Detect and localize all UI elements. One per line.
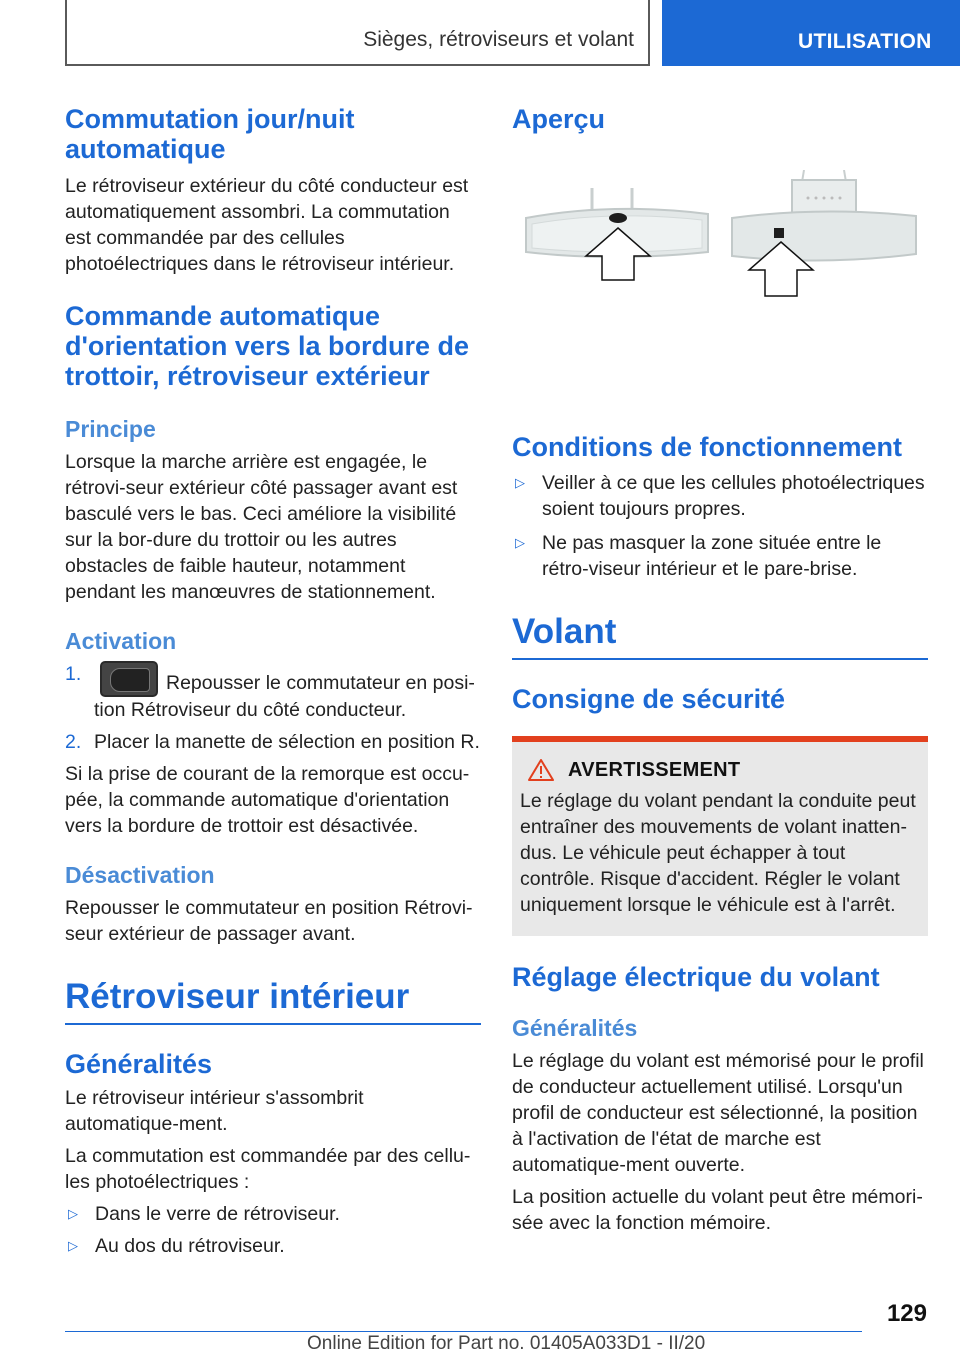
activation-step [65, 661, 481, 723]
text-auto-night: Le rétroviseur extérieur du côté conducteur est automatiquement assombri. La commutation est commandée par des cellules photoélectriques dans le rétroviseur intérieur. [65, 175, 469, 275]
heading-conditions: Conditions de fonctionnement [512, 432, 902, 462]
heading-deactivation: Désactivation [65, 862, 215, 888]
activation-step [65, 729, 481, 755]
step-text: Placer la manette de sélection en position R. [94, 731, 480, 753]
bullet-text: Au dos du rétroviseur. [95, 1235, 285, 1257]
heading-curb-tilt: Commande automatique d'orientation vers la bordure de trottoir, rétroviseur extérieur [65, 301, 469, 391]
header-tab-label: UTILISATION [798, 30, 932, 53]
heading-general-mirror: Généralités [65, 1049, 213, 1079]
header-tab[interactable] [662, 0, 960, 66]
heading-interior-mirror: Rétroviseur intérieur [65, 977, 481, 1025]
heading-activation: Activation [65, 628, 177, 654]
bullet-text: Veiller à ce que les cellules photoélectriques soient toujours propres. [542, 472, 925, 520]
header-section-title: Sièges, rétroviseurs et volant [363, 28, 634, 51]
warning-box [512, 736, 928, 936]
bullet-text: Ne pas masquer la zone située entre le rétro-viseur intérieur et le pare-brise. [542, 532, 882, 580]
bullet-item [65, 1233, 481, 1259]
text-general-1: Le rétroviseur intérieur s'assombrit automatique-ment. [65, 1087, 364, 1135]
text-wheel-general-1: Le réglage du volant est mémorisé pour le profil de conducteur actuellement utilisé. Lorsqu'un profil de conducteur est sélectionné, la position à l'activation de l'état de marche est automatique-ment ouverte. [512, 1050, 924, 1176]
heading-auto-night: Commutation jour/nuit automatique [65, 104, 355, 164]
warning-title: AVERTISSEMENT [568, 758, 741, 781]
warning-text: Le réglage du volant pendant la conduite peut entraîner des mouvements de volant inatten-dus. Le véhicule peut échapper à tout contrôle. Risque d'accident. Régler le volant uniquement lorsque le véhicule est à l'arrêt. [520, 790, 916, 916]
left-column [65, 104, 481, 1259]
text-wheel-general-2: La position actuelle du volant peut être mémori-sée avec la fonction mémoire. [512, 1186, 923, 1234]
triangle-right-icon: ▷ [68, 1206, 78, 1221]
bullet-item [512, 470, 928, 522]
heading-safety: Consigne de sécurité [512, 684, 786, 714]
text-general-2: La commutation est commandée par des cellu-les photoélectriques : [65, 1145, 471, 1193]
warning-triangle-icon [528, 758, 554, 782]
mirror-back-illustration [732, 170, 916, 296]
heading-overview: Aperçu [512, 104, 606, 134]
bullet-text: Dans le verre de rétroviseur. [95, 1203, 340, 1225]
triangle-right-icon: ▷ [68, 1238, 78, 1253]
bullet-item [65, 1201, 481, 1227]
footer-edition: Online Edition for Part no. 01405A033D1 - II/20 [307, 1333, 706, 1354]
triangle-right-icon: ▷ [515, 535, 525, 550]
triangle-right-icon: ▷ [515, 475, 525, 490]
mirror-front-illustration [526, 188, 708, 280]
warning-header [520, 758, 920, 782]
text-deactivation: Repousser le commutateur en position Rétrovi-seur extérieur de passager avant. [65, 897, 473, 945]
heading-principle: Principe [65, 416, 156, 442]
heading-steering-wheel: Volant [512, 612, 928, 660]
footer-divider [65, 1331, 862, 1332]
mirror-overview-illustration [512, 170, 928, 370]
step-number: 1. [65, 663, 82, 685]
page-number: 129 [886, 1300, 927, 1327]
bullet-item [512, 530, 928, 582]
mirror-switch-icon [100, 661, 158, 697]
header-section-box [65, 0, 650, 66]
text-trailer: Si la prise de courant de la remorque est occu-pée, la commande automatique d'orientation vers la bordure de trottoir est désactivée. [65, 763, 470, 837]
right-column [512, 104, 928, 1236]
heading-electric-adjust: Réglage électrique du volant [512, 962, 880, 992]
step-text: Repousser le commutateur en posi-tion Rétroviseur du côté conducteur. [94, 672, 475, 721]
step-number: 2. [65, 731, 82, 753]
heading-general-wheel: Généralités [512, 1015, 638, 1041]
text-principle: Lorsque la marche arrière est engagée, le rétrovi-seur extérieur côté passager avant est basculé vers le bas. Ceci améliore la visibilité sur la bor-dure du trottoir ou les autres obstacles de faible hauteur, notamment pendant les manœuvres de stationnement. [65, 451, 458, 603]
